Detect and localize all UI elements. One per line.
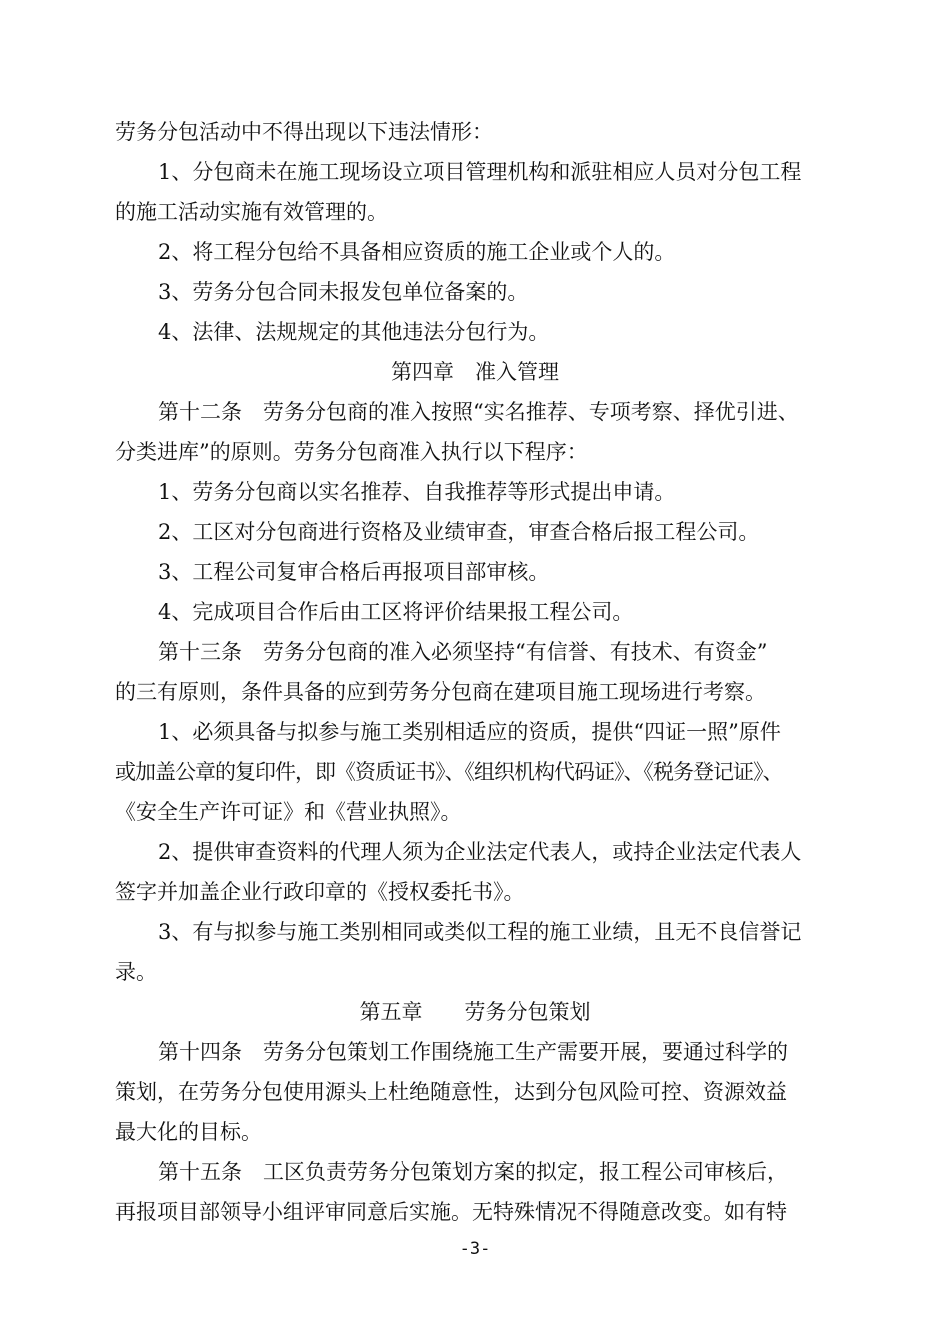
text-line: 3、有与拟参与施工类别相同或类似工程的施工业绩，且无不良信誉记	[158, 920, 802, 944]
text-line: 3、劳务分包合同未报发包单位备案的。	[158, 280, 529, 304]
text-line: 1、必须具备与拟参与施工类别相适应的资质，提供“四证一照”原件	[158, 720, 781, 744]
text-line: 1、分包商未在施工现场设立项目管理机构和派驻相应人员对分包工程	[158, 160, 802, 184]
text-line: 2、工区对分包商进行资格及业绩审查，审查合格后报工程公司。	[158, 520, 760, 544]
text-line: 第十四条 劳务分包策划工作围绕施工生产需要开展，要通过科学的	[158, 1040, 788, 1064]
text-line: 策划，在劳务分包使用源头上杜绝随意性，达到分包风险可控、资源效益	[115, 1080, 787, 1104]
text-line: 第十五条 工区负责劳务分包策划方案的拟定，报工程公司审核后，	[158, 1160, 788, 1184]
text-line: 或加盖公章的复印件，即《资质证书》、《组织机构代码证》、《税务登记证》、	[115, 760, 783, 784]
text-line: 2、提供审查资料的代理人须为企业法定代表人，或持企业法定代表人	[158, 840, 802, 864]
text-line: 1、劳务分包商以实名推荐、自我推荐等形式提出申请。	[158, 480, 676, 504]
chapter-heading: 第四章 准入管理	[391, 360, 559, 384]
page-number: -3-	[459, 1239, 491, 1259]
text-line: 的三有原则，条件具备的应到劳务分包商在建项目施工现场进行考察。	[115, 680, 766, 704]
text-line: 3、工程公司复审合格后再报项目部审核。	[158, 560, 550, 584]
text-line: 最大化的目标。	[115, 1120, 262, 1144]
text-line: 录。	[115, 960, 157, 984]
chapter-heading: 第五章 劳务分包策划	[359, 1000, 591, 1024]
text-line: 4、完成项目合作后由工区将评价结果报工程公司。	[158, 600, 634, 624]
text-line: 签字并加盖企业行政印章的《授权委托书》。	[115, 880, 525, 904]
text-line: 的施工活动实施有效管理的。	[115, 200, 388, 224]
text-line: 《安全生产许可证》和《营业执照》。	[115, 800, 462, 824]
text-line: 分类进库”的原则。劳务分包商准入执行以下程序：	[115, 440, 588, 464]
text-line: 第十三条 劳务分包商的准入必须坚持“有信誉、有技术、有资金”	[158, 640, 768, 664]
text-line: 劳务分包活动中不得出现以下违法情形：	[115, 120, 493, 144]
text-line: 再报项目部领导小组评审同意后实施。无特殊情况不得随意改变。如有特	[115, 1200, 787, 1224]
text-line: 4、法律、法规规定的其他违法分包行为。	[158, 320, 550, 344]
text-line: 2、将工程分包给不具备相应资质的施工企业或个人的。	[158, 240, 676, 264]
text-line: 第十二条 劳务分包商的准入按照“实名推荐、专项考察、择优引进、	[158, 400, 799, 424]
